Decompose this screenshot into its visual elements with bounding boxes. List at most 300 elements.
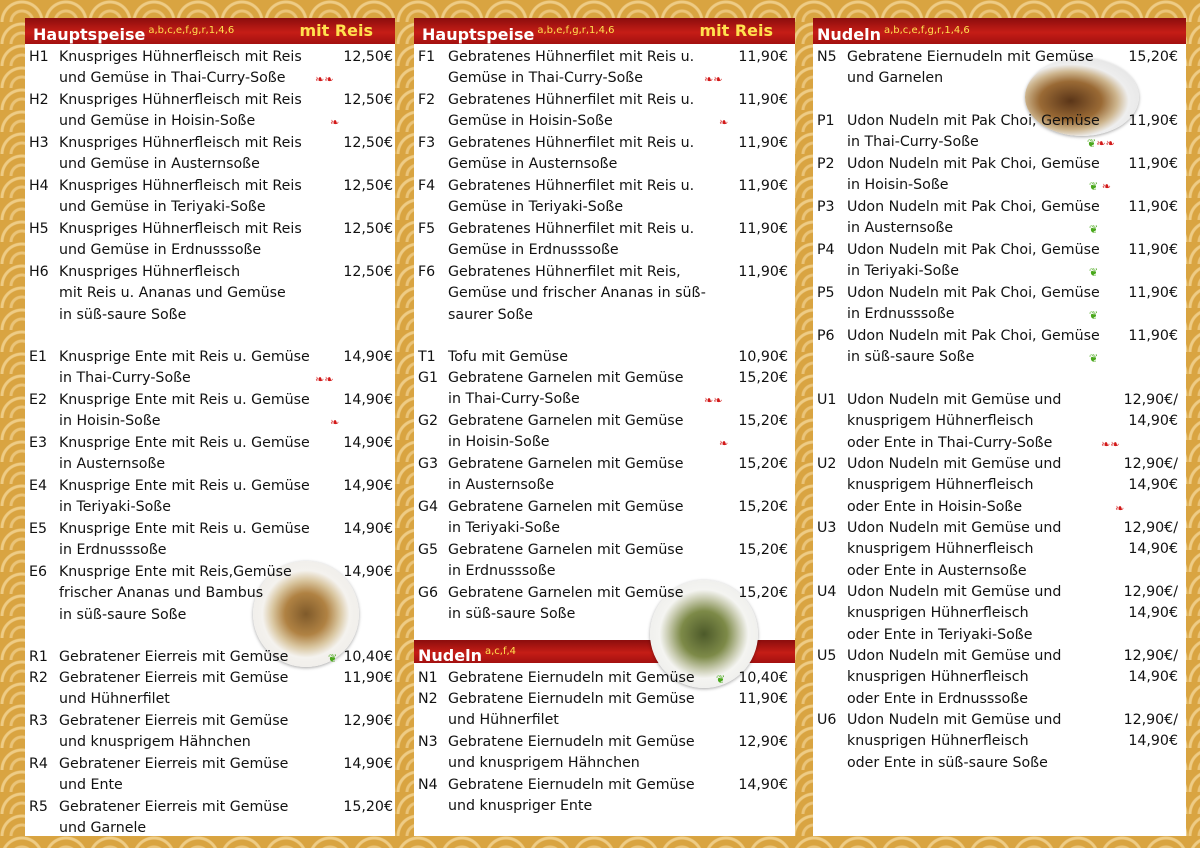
chili-icon: ❧: [1096, 137, 1106, 151]
item-price: 14,90€: [343, 349, 393, 365]
item-code: E1: [29, 349, 47, 365]
item-price: 12,90€/ 14,90€: [1123, 520, 1178, 558]
item-code: R4: [29, 756, 48, 772]
item-price: 12,50€: [343, 92, 393, 108]
item-description: in Erdnusssoße: [847, 306, 955, 323]
item-description: oder Ente in Teriyaki-Soße: [847, 626, 1033, 643]
item-code: P4: [817, 242, 835, 258]
item-description: knusprigen Hühnerfleisch: [847, 605, 1029, 622]
item-description: Gebratene Garnelen mit Gemüse: [448, 370, 684, 386]
item-description: in Austernsoße: [847, 220, 954, 237]
chili-icon: ❧: [1115, 501, 1125, 515]
menu-item: [813, 582, 1186, 646]
item-description: und Gemüse in Erdnusssoße: [59, 242, 262, 259]
menu-item: [414, 497, 795, 540]
item-code: U4: [817, 584, 837, 600]
section-header: [414, 18, 795, 44]
item-price: 14,90€: [343, 478, 393, 494]
item-description: Knusprige Ente mit Reis,Gemüse: [59, 564, 292, 580]
chili-icon: ❧: [324, 73, 334, 87]
item-description: oder Ente in Erdnusssoße: [847, 690, 1029, 707]
spice-veg-icons: [330, 416, 339, 430]
menu-item: [414, 775, 795, 818]
item-description: und Gemüse in Teriyaki-Soße: [59, 199, 266, 216]
item-price: 11,90€: [738, 92, 788, 108]
item-description: Gebratene Eiernudeln mit Gemüse: [448, 734, 695, 750]
item-description: in Hoisin-Soße: [59, 413, 161, 430]
menu-item: [25, 262, 395, 326]
menu-item: [25, 476, 395, 519]
item-code: P1: [817, 113, 835, 129]
menu-item: [25, 519, 395, 562]
item-price: 11,90€: [1128, 156, 1178, 172]
item-description: Gebratenes Hühnerfilet mit Reis,: [448, 264, 681, 280]
item-price: 15,20€: [738, 542, 788, 558]
leaf-icon: ❦: [328, 652, 338, 665]
item-description: Gemüse in Teriyaki-Soße: [448, 199, 624, 216]
section-subtitle: mit Reis: [699, 21, 773, 40]
chili-icon: ❧: [719, 437, 729, 451]
allergen-codes: a,b,c,e,f,g,r,1,4,6: [148, 25, 235, 36]
menu-item: [25, 433, 395, 476]
item-description: und knuspriger Ente: [448, 798, 593, 815]
item-code: G2: [418, 413, 439, 429]
item-code: R3: [29, 713, 48, 729]
allergen-codes: a,b,e,f,g,r,1,4,6: [537, 25, 615, 36]
item-description: mit Reis u. Ananas und Gemüse: [59, 285, 286, 302]
spice-veg-icons: [1089, 266, 1098, 280]
item-code: G5: [418, 542, 439, 558]
item-code: U1: [817, 392, 837, 408]
section-title: Nudeln $^{a,b,c,e,f,g,r,1,4,6}$: [817, 25, 970, 44]
item-description: Gebratenes Hühnerfilet mit Reis u.: [448, 178, 695, 194]
item-code: H2: [29, 92, 49, 108]
leaf-icon: ❦: [1087, 137, 1097, 151]
menu-item: [414, 689, 795, 732]
leaf-icon: ❦: [1089, 266, 1099, 280]
item-description: Knuspriges Hühnerfleisch mit Reis: [59, 135, 302, 151]
chili-icon: ❧: [1101, 180, 1111, 194]
menu-item: [414, 732, 795, 775]
menu-item: [813, 197, 1186, 240]
menu-item: [813, 518, 1186, 582]
menu-item: [414, 90, 795, 133]
item-description: und Gemüse in Thai-Curry-Soße: [59, 70, 286, 87]
item-description: Gebratene Garnelen mit Gemüse: [448, 456, 684, 472]
item-description: Gebratener Eierreis mit Gemüse: [59, 713, 289, 729]
allergen-codes: a,b,c,e,f,g,r,1,4,6: [883, 25, 970, 36]
item-description: oder Ente in Austernsoße: [847, 562, 1027, 579]
item-code: P5: [817, 285, 835, 301]
item-description: in Austernsoße: [59, 456, 166, 473]
spice-veg-icons: [1089, 180, 1111, 194]
item-price: 14,90€: [343, 756, 393, 772]
item-description: Gemüse in Erdnusssoße: [448, 242, 619, 259]
item-code: E5: [29, 521, 47, 537]
item-description: Gebratene Eiernudeln mit Gemüse: [847, 49, 1094, 65]
item-description: knusprigem Hühnerfleisch: [847, 477, 1034, 494]
item-description: Gebratene Garnelen mit Gemüse: [448, 499, 684, 515]
item-description: in Thai-Curry-Soße: [847, 134, 979, 151]
spice-veg-icons: [719, 437, 728, 451]
item-description: Gemüse in Thai-Curry-Soße: [448, 70, 643, 87]
item-price: 15,20€: [738, 413, 788, 429]
leaf-icon: ❦: [1089, 352, 1099, 366]
item-description: Gemüse und frischer Ananas in süß-: [448, 285, 706, 302]
item-description: in Teriyaki-Soße: [847, 263, 959, 280]
section-title: Nudeln $^{a,c,f,4}$: [418, 646, 517, 665]
item-code: G4: [418, 499, 439, 515]
item-price: 15,20€: [343, 799, 393, 815]
item-description: und knusprigem Hähnchen: [59, 734, 251, 751]
item-code: N1: [418, 670, 438, 686]
chili-icon: ❧: [704, 394, 714, 408]
item-description: in Teriyaki-Soße: [59, 499, 171, 516]
item-code: E2: [29, 392, 47, 408]
item-description: Knuspriges Hühnerfleisch mit Reis: [59, 178, 302, 194]
item-price: 12,50€: [343, 264, 393, 280]
menu-item: [25, 133, 395, 176]
item-description: in süß-saure Soße: [59, 606, 187, 623]
item-price: 12,90€: [343, 713, 393, 729]
item-description: und Ente: [59, 777, 123, 794]
item-code: P6: [817, 328, 835, 344]
allergen-codes: a,c,f,4: [484, 646, 517, 657]
item-code: F2: [418, 92, 436, 108]
item-description: Udon Nudeln mit Pak Choi, Gemüse: [847, 328, 1100, 344]
item-description: Gebratene Eiernudeln mit Gemüse: [448, 691, 695, 707]
item-price: 12,90€/ 14,90€: [1123, 392, 1178, 430]
item-code: E3: [29, 435, 47, 451]
item-description: Udon Nudeln mit Gemüse und: [847, 520, 1062, 536]
item-description: in Hoisin-Soße: [448, 434, 550, 451]
menu-item: [414, 411, 795, 454]
item-description: Gebratene Eiernudeln mit Gemüse: [448, 670, 695, 686]
item-description: Gebratener Eierreis mit Gemüse: [59, 756, 289, 772]
item-description: Knusprige Ente mit Reis u. Gemüse: [59, 435, 310, 451]
menu-item: [414, 368, 795, 411]
item-description: in Erdnusssoße: [448, 563, 556, 580]
spice-veg-icons: [719, 116, 728, 130]
item-price: 12,90€/ 14,90€: [1123, 648, 1178, 686]
item-description: Gebratener Eierreis mit Gemüse: [59, 670, 289, 686]
menu-item: [414, 133, 795, 176]
item-code: H1: [29, 49, 49, 65]
item-description: Gebratene Eiernudeln mit Gemüse: [448, 777, 695, 793]
chili-icon: ❧: [1101, 437, 1111, 451]
item-description: Udon Nudeln mit Gemüse und: [847, 392, 1062, 408]
item-price: 14,90€: [343, 435, 393, 451]
menu-item: [813, 154, 1186, 197]
item-description: frischer Ananas und Bambus: [59, 585, 264, 602]
menu-item: [813, 283, 1186, 326]
item-description: Gebratenes Hühnerfilet mit Reis u.: [448, 49, 695, 65]
spice-veg-icons: [1089, 352, 1098, 366]
spice-veg-icons: [315, 373, 333, 387]
item-price: 12,90€/ 14,90€: [1123, 712, 1178, 750]
item-description: Gemüse in Hoisin-Soße: [448, 113, 613, 130]
menu-item: [414, 668, 795, 689]
item-code: U5: [817, 648, 837, 664]
spice-veg-icons: [330, 116, 339, 130]
item-description: und knusprigem Hähnchen: [448, 755, 640, 772]
item-price: 11,90€: [738, 264, 788, 280]
item-description: Gebratene Garnelen mit Gemüse: [448, 585, 684, 601]
item-price: 11,90€: [738, 178, 788, 194]
menu-item: [414, 176, 795, 219]
item-description: in Thai-Curry-Soße: [448, 391, 580, 408]
spice-veg-icons: [716, 673, 725, 687]
item-code: G3: [418, 456, 439, 472]
chili-icon: ❧: [324, 373, 334, 387]
item-description: Gebratener Eierreis mit Gemüse: [59, 799, 289, 815]
item-price: 12,90€: [738, 734, 788, 750]
item-description: Knuspriges Hühnerfleisch mit Reis: [59, 221, 302, 237]
item-price: 15,20€: [738, 585, 788, 601]
menu-item: [25, 347, 395, 390]
item-code: G6: [418, 585, 439, 601]
item-code: H6: [29, 264, 49, 280]
item-price: 11,90€: [738, 691, 788, 707]
leaf-icon: ❦: [1089, 309, 1099, 323]
item-description: oder Ente in Hoisin-Soße: [847, 498, 1023, 515]
item-code: R1: [29, 649, 48, 665]
item-description: in süß-saure Soße: [847, 349, 975, 366]
item-price: 14,90€: [343, 564, 393, 580]
item-description: Udon Nudeln mit Gemüse und: [847, 712, 1062, 728]
menu-item: [25, 797, 395, 836]
spice-veg-icons: [315, 73, 333, 87]
item-description: Udon Nudeln mit Pak Choi, Gemüse: [847, 242, 1100, 258]
item-price: 12,90€/ 14,90€: [1123, 456, 1178, 494]
menu-item: [414, 47, 795, 90]
item-description: und Gemüse in Austernsoße: [59, 156, 260, 173]
item-description: Gebratenes Hühnerfilet mit Reis u.: [448, 221, 695, 237]
item-price: 10,90€: [738, 349, 788, 365]
item-description: Gebratenes Hühnerfilet mit Reis u.: [448, 135, 695, 151]
item-price: 15,20€: [738, 456, 788, 472]
menu-item: [813, 390, 1186, 454]
chili-icon: ❧: [315, 373, 325, 387]
item-description: knusprigen Hühnerfleisch: [847, 669, 1029, 686]
menu-item: [25, 90, 395, 133]
item-description: Gebratene Garnelen mit Gemüse: [448, 413, 684, 429]
menu-panel-middle: [414, 18, 795, 836]
item-description: saurer Soße: [448, 306, 534, 323]
item-price: 14,90€: [343, 392, 393, 408]
section-subtitle: mit Reis: [299, 21, 373, 40]
item-price: 14,90€: [738, 777, 788, 793]
item-description: Udon Nudeln mit Gemüse und: [847, 584, 1062, 600]
chili-icon: ❧: [713, 394, 723, 408]
item-description: Gebratener Eierreis mit Gemüse: [59, 649, 289, 665]
item-code: F1: [418, 49, 436, 65]
item-description: Knusprige Ente mit Reis u. Gemüse: [59, 478, 310, 494]
item-code: P3: [817, 199, 835, 215]
menu-item: [414, 454, 795, 497]
item-code: P2: [817, 156, 835, 172]
item-price: 12,50€: [343, 178, 393, 194]
item-code: H3: [29, 135, 49, 151]
menu-item: [25, 647, 395, 668]
item-price: 11,90€: [1128, 328, 1178, 344]
item-code: F6: [418, 264, 436, 280]
menu-item: [414, 583, 795, 626]
item-description: Udon Nudeln mit Pak Choi, Gemüse: [847, 156, 1100, 172]
item-code: N2: [418, 691, 438, 707]
item-price: 11,90€: [1128, 113, 1178, 129]
menu-item: [25, 711, 395, 754]
item-code: U3: [817, 520, 837, 536]
item-description: Knusprige Ente mit Reis u. Gemüse: [59, 521, 310, 537]
item-code: N3: [418, 734, 438, 750]
menu-item: [414, 347, 795, 368]
item-description: Udon Nudeln mit Gemüse und: [847, 456, 1062, 472]
item-description: in Teriyaki-Soße: [448, 520, 560, 537]
item-price: 15,20€: [1128, 49, 1178, 65]
item-code: U6: [817, 712, 837, 728]
spice-veg-icons: [328, 652, 337, 666]
menu-item: [414, 219, 795, 262]
item-description: Knusprige Ente mit Reis u. Gemüse: [59, 349, 310, 365]
item-description: knusprigem Hühnerfleisch: [847, 413, 1034, 430]
leaf-icon: ❦: [1089, 180, 1099, 194]
item-description: oder Ente in süß-saure Soße: [847, 754, 1048, 771]
menu-item: [25, 176, 395, 219]
item-description: Knusprige Ente mit Reis u. Gemüse: [59, 392, 310, 408]
item-price: 15,20€: [738, 370, 788, 386]
item-price: 11,90€: [738, 135, 788, 151]
item-price: 12,50€: [343, 221, 393, 237]
item-code: N4: [418, 777, 438, 793]
item-code: T1: [418, 349, 436, 365]
item-description: Udon Nudeln mit Pak Choi, Gemüse: [847, 285, 1100, 301]
menu-item: [813, 240, 1186, 283]
spice-veg-icons: [704, 73, 722, 87]
item-description: Udon Nudeln mit Pak Choi, Gemüse: [847, 113, 1100, 129]
chili-icon: ❧: [330, 116, 340, 130]
item-price: 15,20€: [738, 499, 788, 515]
item-description: Tofu mit Gemüse: [448, 349, 568, 365]
item-description: Knuspriges Hühnerfleisch mit Reis: [59, 49, 302, 65]
item-price: 12,50€: [343, 135, 393, 151]
item-code: F3: [418, 135, 436, 151]
item-description: in Erdnusssoße: [59, 542, 167, 559]
item-price: 10,40€: [343, 649, 393, 665]
item-description: knusprigen Hühnerfleisch: [847, 733, 1029, 750]
section-title: Hauptspeise $^{a,b,e,f,g,r,1,4,6}$: [422, 25, 615, 44]
item-description: in Thai-Curry-Soße: [59, 370, 191, 387]
menu-item: [414, 262, 795, 326]
item-code: E4: [29, 478, 47, 494]
menu-item: [813, 47, 1186, 90]
item-description: Knuspriges Hühnerfleisch mit Reis: [59, 92, 302, 108]
item-description: Udon Nudeln mit Gemüse und: [847, 648, 1062, 664]
item-code: F5: [418, 221, 436, 237]
item-price: 14,90€: [343, 521, 393, 537]
menu-panel-right: [813, 18, 1186, 836]
item-description: in süß-saure Soße: [448, 606, 576, 623]
chili-icon: ❧: [315, 73, 325, 87]
item-code: R5: [29, 799, 48, 815]
item-code: H4: [29, 178, 49, 194]
menu-item: [25, 562, 395, 626]
item-description: Knuspriges Hühnerfleisch: [59, 264, 241, 280]
item-code: U2: [817, 456, 837, 472]
chili-icon: ❧: [1110, 437, 1120, 451]
item-price: 11,90€: [738, 49, 788, 65]
chili-icon: ❧: [719, 116, 729, 130]
item-description: und Gemüse in Hoisin-Soße: [59, 113, 256, 130]
section-header: [25, 18, 395, 44]
menu-item: [25, 219, 395, 262]
item-description: in Hoisin-Soße: [847, 177, 949, 194]
item-price: 11,90€: [1128, 242, 1178, 258]
menu-item: [813, 454, 1186, 518]
section-title: Hauptspeise $^{a,b,c,e,f,g,r,1,4,6}$: [33, 25, 235, 44]
item-description: und Garnele: [59, 820, 147, 836]
leaf-icon: ❦: [716, 673, 726, 686]
item-description: knusprigem Hühnerfleisch: [847, 541, 1034, 558]
menu-item: [25, 754, 395, 797]
item-description: Gemüse in Austernsoße: [448, 156, 618, 173]
item-price: 11,90€: [1128, 285, 1178, 301]
spice-veg-icons: [1087, 137, 1115, 151]
chili-icon: ❧: [713, 73, 723, 87]
chili-icon: ❧: [704, 73, 714, 87]
menu-item: [25, 668, 395, 711]
item-code: N5: [817, 49, 837, 65]
leaf-icon: ❦: [1089, 223, 1099, 237]
item-description: und Hühnerfilet: [59, 691, 170, 708]
menu-item: [25, 390, 395, 433]
item-price: 11,90€: [343, 670, 393, 686]
spice-veg-icons: [1115, 502, 1124, 516]
menu-item: [813, 326, 1186, 369]
menu-item: [813, 710, 1186, 774]
chili-icon: ❧: [330, 416, 340, 430]
item-price: 12,50€: [343, 49, 393, 65]
item-code: E6: [29, 564, 47, 580]
item-code: G1: [418, 370, 439, 386]
item-code: H5: [29, 221, 49, 237]
item-description: und Hühnerfilet: [448, 712, 559, 729]
menu-panel-left: [25, 18, 395, 836]
item-description: Gebratene Garnelen mit Gemüse: [448, 542, 684, 558]
spice-veg-icons: [704, 394, 722, 408]
item-price: 12,90€/ 14,90€: [1123, 584, 1178, 622]
item-price: 11,90€: [1128, 199, 1178, 215]
spice-veg-icons: [1089, 309, 1098, 323]
menu-item: [813, 111, 1186, 154]
menu-item: [414, 540, 795, 583]
spice-veg-icons: [1101, 438, 1119, 452]
item-description: oder Ente in Thai-Curry-Soße: [847, 434, 1053, 451]
item-code: R2: [29, 670, 48, 686]
item-description: und Garnelen: [847, 70, 944, 87]
section-header: [813, 18, 1186, 44]
item-description: Gebratenes Hühnerfilet mit Reis u.: [448, 92, 695, 108]
chili-icon: ❧: [1105, 137, 1115, 151]
item-code: F4: [418, 178, 436, 194]
spice-veg-icons: [1089, 223, 1098, 237]
menu-item: [25, 47, 395, 90]
item-price: 11,90€: [738, 221, 788, 237]
item-description: Udon Nudeln mit Pak Choi, Gemüse: [847, 199, 1100, 215]
item-price: 10,40€: [738, 670, 788, 686]
menu-item: [813, 646, 1186, 710]
item-description: in Austernsoße: [448, 477, 555, 494]
